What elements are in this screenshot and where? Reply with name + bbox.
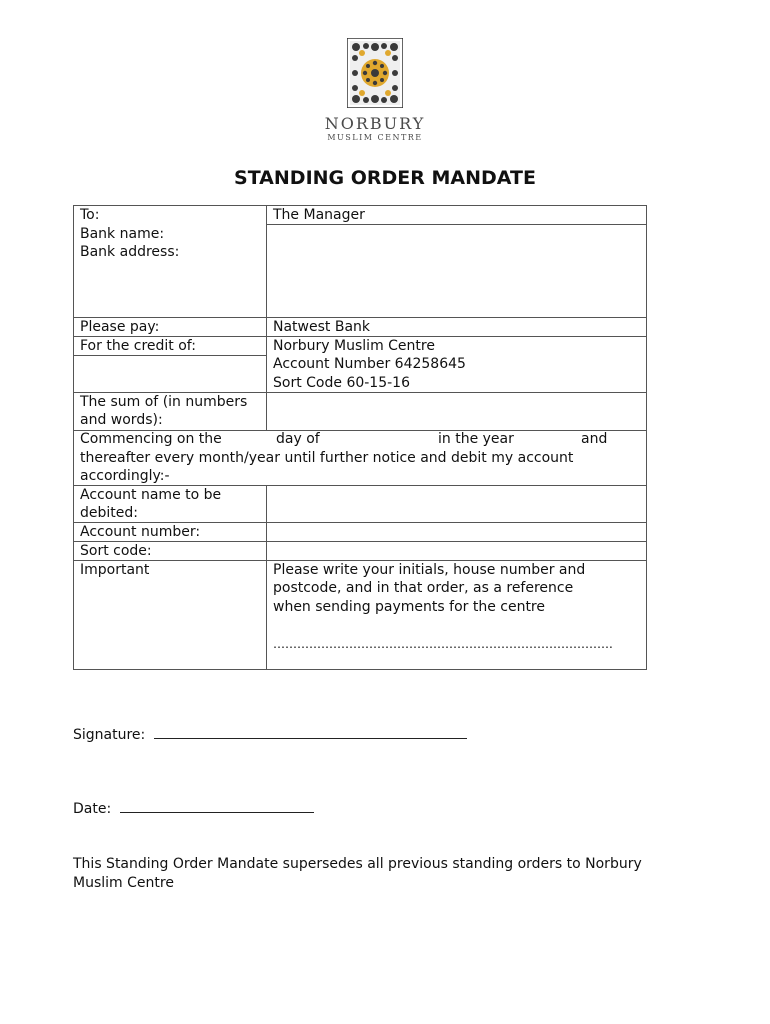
account-number-value: Account Number 64258645 — [273, 356, 466, 372]
commencing-text: Commencing on the — [80, 431, 222, 447]
important-line-2: postcode, and in that order, as a reference — [273, 580, 574, 596]
supersedes-note-line-1: This Standing Order Mandate supersedes all previous standing orders to Norbury — [73, 856, 642, 872]
table-border-left — [73, 205, 74, 670]
page-title: STANDING ORDER MANDATE — [234, 167, 536, 189]
thereafter-text: thereafter every month/year until further notice and debit my account — [80, 450, 574, 466]
debit-name-label: Account name to be — [80, 487, 222, 503]
to-value: The Manager — [273, 207, 365, 223]
important-label: Important — [80, 562, 150, 578]
accordingly-text: accordingly:- — [80, 468, 170, 484]
credit-label: For the credit of: — [80, 338, 196, 354]
important-line-1: Please write your initials, house number and — [273, 562, 586, 578]
date-label: Date: — [73, 801, 112, 817]
column-divider — [266, 485, 267, 670]
account-number-label: Account number: — [80, 524, 201, 540]
bank-address-label: Bank address: — [80, 244, 180, 260]
sum-label: The sum of (in numbers — [80, 394, 248, 410]
row-divider — [266, 224, 647, 225]
sort-code-value: Sort Code 60-15-16 — [273, 375, 410, 391]
supersedes-note — [73, 855, 693, 893]
row-divider — [73, 669, 647, 670]
signature-label: Signature: — [73, 727, 146, 743]
please-pay-value: Natwest Bank — [273, 319, 371, 335]
table-border-right — [646, 205, 647, 670]
date-row — [73, 800, 314, 818]
signature-line[interactable] — [154, 726, 467, 739]
sum-label-cont: and words): — [80, 412, 163, 428]
row-divider — [73, 355, 267, 356]
org-subtitle: MUSLIM CENTRE — [327, 133, 423, 142]
supersedes-note-line-2: Muslim Centre — [73, 875, 174, 891]
and-text: and — [581, 431, 608, 447]
bank-name-label: Bank name: — [80, 226, 165, 242]
important-line-3: when sending payments for the centre — [273, 599, 545, 615]
signature-row — [73, 726, 467, 744]
org-name: NORBURY — [324, 114, 426, 133]
sort-code-label: Sort code: — [80, 543, 152, 559]
date-line[interactable] — [120, 800, 314, 813]
in-the-year-text: in the year — [438, 431, 514, 447]
please-pay-label: Please pay: — [80, 319, 160, 335]
row-divider — [73, 541, 647, 542]
reference-dots: …………………………………………………………………………. — [273, 637, 613, 651]
credit-value: Norbury Muslim Centre — [273, 338, 435, 354]
day-of-text: day of — [276, 431, 320, 447]
debit-name-label-cont: debited: — [80, 505, 138, 521]
to-label: To: — [80, 207, 100, 223]
